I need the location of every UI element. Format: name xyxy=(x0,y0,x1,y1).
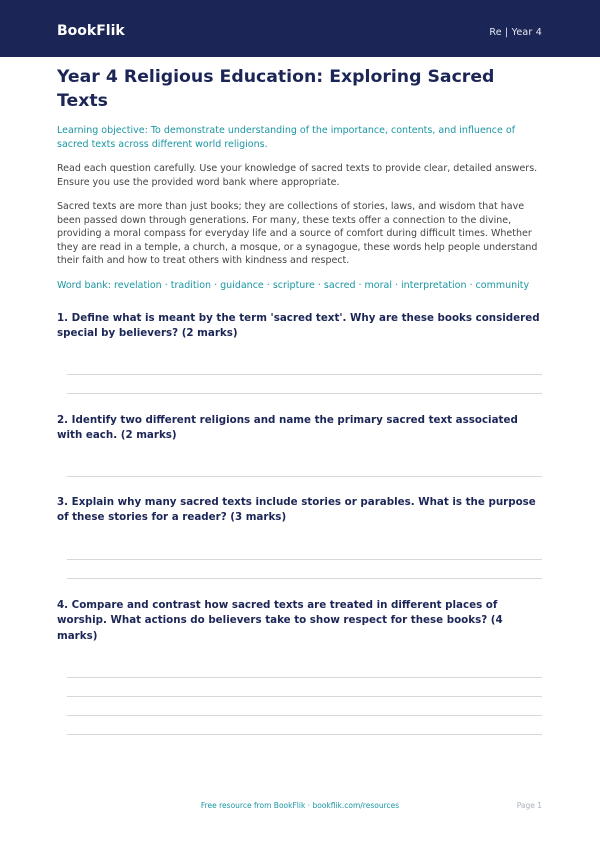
header-bar xyxy=(0,0,600,57)
instructions: Read each question carefully. Use your knowledge of sacred texts to provide clear, detailed answers. Ensure you use the provided word bank where appropriate. xyxy=(57,163,538,188)
answer-line[interactable] xyxy=(67,696,542,697)
page-footer xyxy=(0,801,600,815)
answer-lines-2 xyxy=(57,444,542,477)
answer-lines-3 xyxy=(57,526,542,579)
subject-year-label: Re | Year 4 xyxy=(489,27,542,38)
answer-line[interactable] xyxy=(67,476,542,477)
reading-passage: Sacred texts are more than just books; they are collections of stories, laws, and wisdom that have been passed down through generations. For many, these texts offer a connection to the divine, providing a moral compass for everyday life and a source of comfort during difficult times. Whether they are read in a temple, a church, a mosque, or a synagogue, these words help people understand their faith and how to treat others with kindness and respect. xyxy=(57,201,538,266)
question-2: 2. Identify two different religions and name the primary sacred text associated with each. (2 marks) xyxy=(57,413,518,441)
word-bank: Word bank: revelation · tradition · guidance · scripture · sacred · moral · interpretation · community xyxy=(57,279,530,291)
answer-line[interactable] xyxy=(67,393,542,394)
worksheet-body xyxy=(57,64,542,735)
footer-credit-link[interactable]: Free resource from BookFlik · bookflik.com/resources xyxy=(200,801,400,810)
answer-line[interactable] xyxy=(67,578,542,579)
page-number: Page 1 xyxy=(516,801,542,810)
learning-objective: Learning objective: To demonstrate understanding of the importance, contents, and influence of sacred texts across different world religions. xyxy=(57,125,516,150)
question-1: 1. Define what is meant by the term 'sacred text'. Why are these books considered special by believers? (2 marks) xyxy=(57,311,540,339)
answer-line[interactable] xyxy=(67,734,542,735)
answer-line[interactable] xyxy=(67,374,542,375)
answer-line[interactable] xyxy=(67,559,542,560)
answer-lines-4 xyxy=(57,644,542,735)
question-4: 4. Compare and contrast how sacred texts are treated in different places of worship. What actions do believers take to show respect for these books? (4 marks) xyxy=(57,598,503,642)
answer-line[interactable] xyxy=(67,715,542,716)
answer-line[interactable] xyxy=(67,677,542,678)
answer-lines-1 xyxy=(57,342,542,394)
page-title: Year 4 Religious Education: Exploring Sacred Texts xyxy=(57,67,495,111)
question-3: 3. Explain why many sacred texts include stories or parables. What is the purpose of these stories for a reader? (3 marks) xyxy=(57,495,536,523)
brand-logo[interactable]: BookFlik xyxy=(57,23,125,39)
